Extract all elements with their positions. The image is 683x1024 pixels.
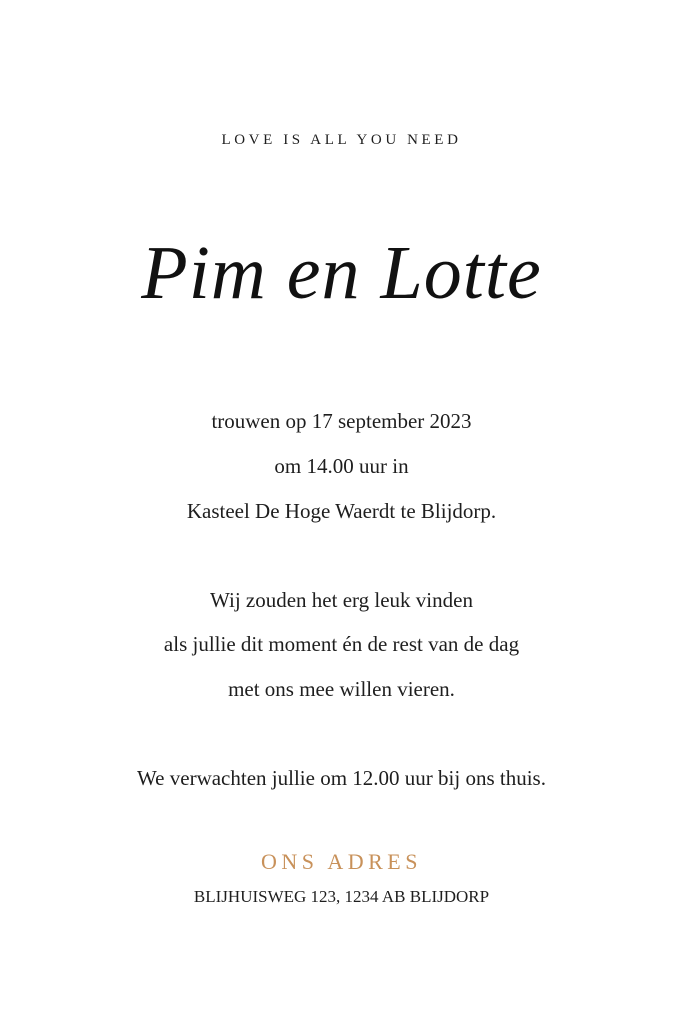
reception-line: We verwachten jullie om 12.00 uur bij ons thuis.: [137, 766, 546, 790]
kicker-text: LOVE IS ALL YOU NEED: [221, 132, 462, 148]
message-line-3: met ons mee willen vieren.: [228, 677, 455, 701]
message-line-1: Wij zouden het erg leuk vinden: [210, 588, 473, 612]
couple-names: Pim en Lotte: [141, 231, 542, 315]
address-heading: ONS ADRES: [261, 849, 422, 874]
message-line-2: als jullie dit moment én de rest van de dag: [163, 632, 520, 656]
wedding-venue-line: Kasteel De Hoge Waerdt te Blijdorp.: [186, 499, 497, 523]
address-text: BLIJHUISWEG 123, 1234 AB BLIJDORP: [193, 887, 490, 906]
wedding-time-line: om 14.00 uur in: [274, 454, 409, 478]
wedding-date-line: trouwen op 17 september 2023: [211, 409, 472, 433]
